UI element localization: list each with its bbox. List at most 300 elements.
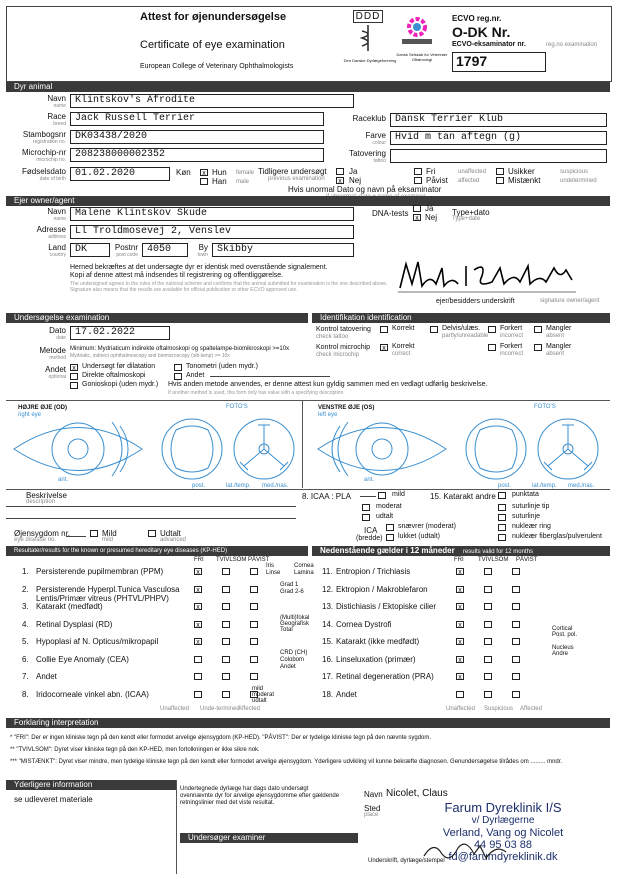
udtalt-sub: advanced [160,537,187,543]
right-result-row-num: 15. [322,637,334,646]
owner-name-field[interactable]: Malene Klintskov Skude [70,207,354,221]
udtalt-label: Udtalt [160,529,181,538]
sub-cea-1: Colobom [280,657,305,663]
right-result-row-checkbox[interactable] [512,568,520,575]
tattoo-field[interactable] [390,149,607,163]
sub-postpol: Post. pol. [552,632,578,638]
explain-line-1: * "FRI": Der er ingen kliniske tegn på den kendt eller formodet arvelige øjensygdom (KP-HED). "PÅVIST": Der er tydelige kliniske tegn på den nævnte sygdom. [10,735,432,741]
exam-date-field[interactable]: 17.02.2022 [70,326,170,340]
left-result-row-label: Hypoplasi af N. Opticus/mikropapil [36,637,159,646]
left-result-row-label: Persisterende pupilmembran (PPM) [36,567,164,576]
method-sub-text: Mydriatic, indirect ophthalmoscopy and biomicroscopy (slit-lamp) >= 10x [70,353,230,359]
left-result-row-num: 4. [22,619,29,629]
description-sub: description [26,499,56,505]
left-result-row-checkbox[interactable] [222,638,230,645]
right-result-row-checkbox[interactable] [484,568,492,575]
right-result-row-checkbox[interactable] [512,691,520,698]
animal-name-field[interactable]: Klintskov's Afrodite [70,94,354,108]
examiner-label: ECVO-eksaminator nr. [452,41,526,48]
right-eye-drawings [8,412,300,486]
sex-label: Køn [176,168,191,177]
club-label: Raceklub [352,114,386,123]
foot-right-2: Affected [520,706,542,712]
dna-no-checkbox[interactable]: x [413,214,421,221]
sub-cea-0: CRD (CH) [280,650,308,656]
left-result-row-num: 7. [22,672,29,681]
foot-right-0: Unaffected [446,706,475,712]
dso-wheel-icon [398,12,436,48]
left-result-row-checkbox[interactable]: x [194,603,202,610]
left-result-row-checkbox[interactable] [250,673,258,680]
fri-sub: unaffected [458,169,486,175]
sex-male-checkbox[interactable] [200,178,208,185]
type-sub: Type+date [452,216,481,222]
right-result-row-checkbox[interactable]: x [456,638,464,645]
dna-yes-label: Ja [425,204,434,213]
left-result-row-checkbox[interactable] [222,621,230,628]
right-result-row-checkbox[interactable]: x [456,586,464,593]
left-result-row-checkbox[interactable] [222,673,230,680]
left-fotos-label: FOTO'S [534,404,556,410]
chip-field[interactable]: 208238000002352 [70,148,324,162]
form-subtitle: Certificate of eye examination [140,39,285,51]
left-result-row-num: 5. [22,637,29,646]
right-result-row-checkbox[interactable] [456,691,464,698]
left-result-row-checkbox[interactable] [194,691,202,698]
right-fotos-label: FOTO'S [226,404,248,410]
tattoo-forkert-sub: incorrect [500,333,524,339]
id-chip-sub: check microchip [316,352,360,358]
opt1-checkbox[interactable]: x [70,364,78,371]
owner-signature [396,256,578,296]
examiner-name: Nicolet, Claus [386,788,448,799]
birth-field[interactable]: 01.02.2020 [70,167,170,181]
opt3-label: Gonioskopi (uden mydr.) [82,381,159,388]
right-result-row-label: Ektropion / Makroblefaron [336,584,428,594]
description-line-1 [6,506,296,507]
tattoo-delvis-label: Delvis/ulæs. [442,325,481,332]
opt3-checkbox[interactable] [70,382,78,389]
eye-divider [302,400,303,488]
ica-sub: (bredde) [356,535,383,542]
prev-yes-checkbox[interactable] [336,168,344,175]
right-result-row-checkbox[interactable] [484,673,492,680]
left-eye-sub: left eye [318,412,338,418]
dna-yes-checkbox[interactable] [413,205,421,212]
explain-section-bar: Forklaring interpretation [6,718,610,728]
right-result-row-label: Entropion / Trichiasis [336,567,411,576]
icaa-moderat-label: moderat [376,503,402,510]
left-result-row-checkbox[interactable] [250,621,258,628]
kat-ring-label: nukleær ring [512,523,551,530]
further-divider [176,780,177,874]
right-result-row-num: 12. [322,584,334,594]
sub-icaa-1: moderat [252,692,275,698]
tattoo-delvis-sub: partly/unreadable [442,333,489,339]
examiner-place-label: Sted [364,804,381,813]
right-eye-label: HØJRE ØJE (OD) [18,405,68,411]
col-pavist-right: PÅVIST [516,557,538,563]
sub-rd-0: (Multi)fokal [280,615,310,621]
chip-forkert-label: Forkert [500,343,523,350]
explain-line-3: *** "MISTÆNKT": Dyret viser mindre, men tydelige kliniske tegn på den kendt eller formodet arvelige øjensygdom. Yderligere udvikling vil kunne bekræfte diagnosen. Genundersøgelse tilrådes om ......... mndr. [10,759,563,765]
by-field[interactable]: Skibby [212,243,354,257]
mild-sub: mild [102,537,114,543]
left-result-row-checkbox[interactable] [222,656,230,663]
chip-label: Microchip-nr microchip no. [21,148,66,163]
sub-cortical: Cortical [552,626,573,632]
col-pavist-left: PÅVIST [248,557,270,563]
left-med-label: med./nas. [568,483,595,489]
results-right-sub: results valid for 12 months [462,549,533,555]
stamp-line-2: v/ Dyrlægerne [471,815,535,826]
right-lat-label: lat./temp. [226,483,251,489]
left-post-label: post. [498,483,512,489]
right-med-label: med./nas. [262,483,289,489]
andet-label: Andet optional [45,365,66,380]
examiner-section-bar: Undersøger examiner [180,833,358,843]
left-ant-label: ant. [364,477,375,483]
left-result-row-checkbox[interactable] [250,656,258,663]
odk-label: O-DK Nr. [452,24,511,40]
kat-sutur-label: suturlinje [512,513,541,520]
right-result-row-checkbox[interactable] [512,656,520,663]
left-result-row-num: 8. [22,689,29,699]
foot-left-0: Unaffected [160,706,189,712]
opt2-label: Direkte oftalmoskopi [82,372,146,379]
exam-date-label: Dato date [49,326,66,341]
opt2-checkbox[interactable] [70,373,78,380]
remark-sub: eye disease no. [14,537,57,543]
ddd-logo [353,10,383,56]
left-result-row-checkbox[interactable]: x [194,568,202,575]
post-label: Postnr post code [114,243,138,258]
prev-yes-label: Ja [349,167,358,176]
explain-line-2: ** "TVIVLSOM": Dyret viser kliniske tegn på den KP-HED, men fortolkningen er ikke sikre nok. [10,747,260,753]
examiner-sign-label: Underskrift, dyrlæge/stempel [368,858,445,864]
left-result-row-num: 2. [22,584,29,594]
sub-lamina: Lamina [294,570,314,576]
sub-grade1: Grad 1 [280,582,299,588]
description-line-2 [6,518,296,519]
chip-korrekt-label: Korrekt [392,343,415,350]
mild-checkbox[interactable] [90,530,98,537]
left-result-row-checkbox[interactable] [222,586,230,593]
sex-female-checkbox[interactable]: x [200,169,208,176]
pavist-checkbox[interactable] [414,177,422,184]
left-result-row-checkbox[interactable] [250,603,258,610]
katarakt-other-label: 15. Katarakt andre [430,492,496,501]
right-result-row-checkbox[interactable]: x [456,656,464,663]
icaa-label: 8. ICAA : PLA [302,492,351,501]
right-result-row-checkbox[interactable] [484,691,492,698]
right-result-row-checkbox[interactable]: x [456,568,464,575]
icaa-mild-checkbox[interactable] [378,492,386,499]
id-chip-label: Kontrol microchip [316,344,371,351]
right-result-row-checkbox[interactable] [512,621,520,628]
right-result-row-checkbox[interactable] [484,656,492,663]
ica-snaevrer-checkbox[interactable] [386,524,394,531]
kat-fiber-label: nukleær fiberglas/pulverulent [512,533,602,540]
fri-label: Fri [426,167,436,176]
land-field[interactable]: DK [70,243,110,257]
icaa-moderat-checkbox[interactable] [362,504,370,511]
right-post-label: post. [192,483,206,489]
sub-nucleus: Nucleus [552,645,574,651]
right-result-row-label: Cornea Dystrofi [336,619,392,629]
chip-mangler-checkbox[interactable] [534,344,542,351]
type-label: Type+dato [452,208,490,217]
abnormal-label: Hvis unormal Dato og navn på eksaminator [288,185,442,194]
right-result-row-checkbox[interactable] [484,586,492,593]
id-tattoo-sub: check tattoo [316,334,349,340]
post-field[interactable]: 4050 [142,243,188,257]
sub-lens: Linse [266,570,281,576]
col-fri-right: FRI [454,557,464,563]
addr-field[interactable]: Ll Troldmosevej 2, Venslev [70,225,354,239]
sex-female-sub: female [236,170,255,176]
sub-icaa-0: mild [252,686,264,692]
foot-left-1: Unde-termined [200,706,240,712]
land-label: Land country [48,243,66,258]
sub-iris: Iris [266,563,274,569]
fri-checkbox[interactable] [414,168,422,175]
results-right-title: Nedenstående gælder i 12 måneder [320,546,455,555]
left-result-row-label: Retinal Dysplasi (RD) [36,619,113,629]
examiner-place-sub: place [364,812,379,818]
usikker-checkbox[interactable] [496,168,504,175]
left-result-row-checkbox[interactable] [222,568,230,575]
results-section-bar: Resultater/results for the known or presumed hereditary eye diseases (KP-HED) [6,546,308,556]
icaa-mild-label: mild [392,491,405,498]
kat-punktata-checkbox[interactable] [498,492,506,499]
udtalt-checkbox[interactable] [148,530,156,537]
further-text: se udleveret materiale [14,795,93,804]
mistaenkt-checkbox[interactable] [496,177,504,184]
opt5-line [210,376,330,377]
chip-korrekt-checkbox[interactable]: x [380,344,388,351]
left-result-row-checkbox[interactable]: x [194,621,202,628]
right-result-row-num: 13. [322,602,334,611]
race-label: Race breed [47,112,66,127]
id-tattoo-label: Kontrol tatovering [316,326,371,333]
college-name: European College of Veterinary Ophthalmologists [140,63,294,70]
left-result-row-num: 3. [22,602,29,611]
kat-sutur-tip-checkbox[interactable] [498,504,506,511]
tattoo-mangler-checkbox[interactable] [534,326,542,333]
snake-staff-icon [353,23,383,53]
icaa-connector [360,496,376,497]
description-label: Beskrivelse [26,491,67,500]
chip-forkert-sub: incorrect [500,351,524,357]
examiner-no-box [452,52,546,72]
right-result-row-checkbox[interactable] [484,638,492,645]
stamp-line-3: Verland, Vang og Nicolet [442,827,564,839]
kat-punktata-label: punktata [512,491,539,498]
mistaenkt-sub: undetermined [560,178,597,184]
mild-label: Mild [102,529,117,538]
color-field[interactable]: Hvid m tan aftegn (g) [390,131,607,145]
stamp-line-4: 44 95 03 88 [473,839,533,851]
owner-declaration: Herned bekræftes at det undersøgte dyr er identisk med ovenstående signalement. Kopi af denne attest må indsendes til registrering og offentliggørelse. [70,264,328,279]
prev-no-label: Nej [349,176,362,185]
animal-section-bar: Dyr animal [6,82,610,92]
right-result-row-num: 18. [322,689,334,699]
col-tvivl-left: TVIVLSOM [216,557,247,563]
sub-grade26: Grad 2-6 [280,589,304,595]
tattoo-korrekt-label: Korrekt [392,325,415,332]
foot-right-1: Suspicious [484,706,514,712]
foot-left-2: Affected [238,706,260,712]
left-result-row-checkbox[interactable] [222,691,230,698]
opt4-checkbox[interactable] [174,364,182,371]
right-result-row-checkbox[interactable] [512,673,520,680]
sex-female-label: Hun [212,168,227,177]
kat-ring-checkbox[interactable] [498,524,506,531]
chip-mangler-sub: absent [546,351,565,357]
right-eye-sub: right eye [18,412,42,418]
tattoo-korrekt-checkbox[interactable] [380,326,388,333]
by-label: By town [197,243,208,258]
left-result-row-checkbox[interactable] [222,603,230,610]
stambog-field[interactable]: DK03438/2020 [70,130,324,144]
examiner-name-label: Navn [364,790,383,799]
ddd-caption: Den Danske Dyrlægeforening [343,58,397,63]
kat-sutur-checkbox[interactable] [498,514,506,521]
right-result-row-checkbox[interactable] [484,603,492,610]
right-result-row-label: Andet [336,689,357,699]
explain-text [10,732,610,768]
club-field[interactable]: Dansk Terrier Klub [390,113,607,127]
left-result-row-label: Collie Eye Anomaly (CEA) [36,654,129,664]
sub-cea-2: Andet [280,664,296,670]
right-result-row-num: 14. [322,619,334,629]
results-right-bar [312,546,610,556]
left-result-row-checkbox[interactable] [194,673,202,680]
dna-no-label: Nej [425,213,438,222]
sign-label: ejer/besidders underskrift [436,298,515,305]
right-result-row-checkbox[interactable] [484,621,492,628]
remark-label: Øjensygdom nr. [14,529,71,538]
chip-mangler-label: Mangler [546,343,572,350]
exam-section-bar: Undersøgelse examination [6,313,308,323]
left-result-row-checkbox[interactable]: x [194,586,202,593]
dna-label: DNA-tests [372,209,409,218]
usikker-sub: suspicious [560,169,589,175]
prev-no-checkbox[interactable]: x [336,177,344,184]
ddd-logo-text: DDD [353,10,383,23]
left-result-row-label: Andet [36,672,57,681]
stambog-label: Stambogsnr registration no. [22,130,66,145]
right-result-row-checkbox[interactable] [512,638,520,645]
left-result-row-checkbox[interactable] [250,586,258,593]
opt4-label: Tonometri (uden mydr.) [186,363,258,370]
right-result-row-num: 17. [322,672,334,681]
stamp-line-1: Farum Dyreklinik I/S [444,800,562,815]
method-label: Metode method [39,346,66,361]
right-result-row-label: Linseluxation (primær) [336,654,416,664]
owner-declaration-en: The undersigned agrees to the rules of the national scheme and confirms that the animal submitted for examination is the one described above. Signature also means that the results are available for official publication or other ECVO approved use. [70,281,388,293]
icaa-udtalt-label: udtalt [376,513,394,520]
ica-lukket-checkbox[interactable] [386,534,394,541]
owner-name-label: Navn name [47,207,66,222]
right-result-row-checkbox[interactable] [512,603,520,610]
birth-label: Fødselsdato date of birth [21,167,66,182]
dso-caption: Dansk Selskab for Veterinær Oftalmologi [396,52,448,62]
right-result-row-label: Distichiasis / Ektopiske cilier [336,602,437,611]
pavist-label: Påvist [426,176,448,185]
ecvo-reg-label: ECVO reg.nr. [452,14,502,23]
prev-exam-sub: previous examination [268,176,325,182]
kat-fiber-checkbox[interactable] [498,534,506,541]
examiner-no: 1797 [456,53,488,69]
left-result-row-checkbox[interactable] [194,656,202,663]
examiner-declaration: Undertegnede dyrlæge har dags dato undersøgt ovennævnte dyr for arvelige øjensygdomme efter gældende retningslinier med det viste resultat. [180,786,340,806]
pavist-sub: affected [458,178,480,184]
tattoo-forkert-label: Forkert [500,325,523,332]
left-result-row-checkbox[interactable] [250,568,258,575]
left-result-row-checkbox[interactable]: x [194,638,202,645]
examiner-sub: reg.no examination [546,42,598,48]
right-result-row-checkbox[interactable] [512,586,520,593]
opt5-checkbox[interactable] [174,373,182,380]
left-result-row-num: 6. [22,654,29,664]
sub-rd-1: Geografisk [280,621,310,627]
tattoo-mangler-sub: absent [546,333,565,339]
ica-snaevrer-label: snævrer (moderat) [398,523,456,530]
dso-logo [398,12,436,48]
remark-line [66,536,86,537]
tattoo-forkert-checkbox[interactable] [488,326,496,333]
left-result-row-label: Persisterende Hyperpl.Tunica Vasculosa Lentis/Primær vitreus (PHTVL/PHPV) [36,584,180,603]
stamp-line-5: fd@farumdyreklinik.dk [448,851,558,863]
right-result-row-label: Retinal degeneration (PRA) [336,672,434,681]
color-label: Farve colour [365,131,386,146]
opt-note: Hvis anden metode anvendes, er denne attest kun gyldig sammen med en vedlagt udførlig beskrivelse. [168,381,488,388]
icaa-udtalt-checkbox[interactable] [362,514,370,521]
tattoo-delvis-checkbox[interactable] [430,326,438,333]
right-result-row-checkbox[interactable]: x [456,621,464,628]
chip-forkert-checkbox[interactable] [488,344,496,351]
right-result-row-checkbox[interactable]: x [456,673,464,680]
left-result-row-num: 1. [22,567,29,576]
sub-cornea: Cornea [294,563,314,569]
chip-korrekt-sub: correct [392,351,411,357]
col-fri-left: FRI [194,557,204,563]
right-ant-label: ant. [58,477,69,483]
right-result-row-label: Katarakt (ikke medfødt) [336,637,420,646]
form-title: Attest for øjenundersøgelse [140,11,287,23]
id-section-bar: Identifikation identification [312,313,610,323]
usikker-label: Usikker [508,167,535,176]
col-tvivl-right: TVIVLSOM [478,557,509,563]
race-field[interactable]: Jack Russell Terrier [70,112,324,126]
name-label: Navn name [47,94,66,109]
sub-rd-2: Total [280,627,293,633]
method-text: Minimum: Mydriaticum indirekte oftalmoskopi og spaltelampe-biomikroskopi >=10x [70,346,290,352]
sex-male-sub: male [236,179,250,185]
further-section-bar: Yderligere information [6,780,176,790]
ica-label: ICA [364,526,378,535]
right-result-row-num: 16. [322,654,334,664]
right-result-row-checkbox[interactable]: x [456,603,464,610]
prev-exam-label: Tidligere undersøgt [258,167,327,176]
left-result-row-checkbox[interactable] [250,638,258,645]
tattoo-label: Tatovering tattoo [349,149,386,164]
tattoo-mangler-label: Mangler [546,325,572,332]
left-result-row-label: Katarakt (medfødt) [36,602,103,611]
owner-section-bar: Ejer owner/agent [6,196,610,206]
